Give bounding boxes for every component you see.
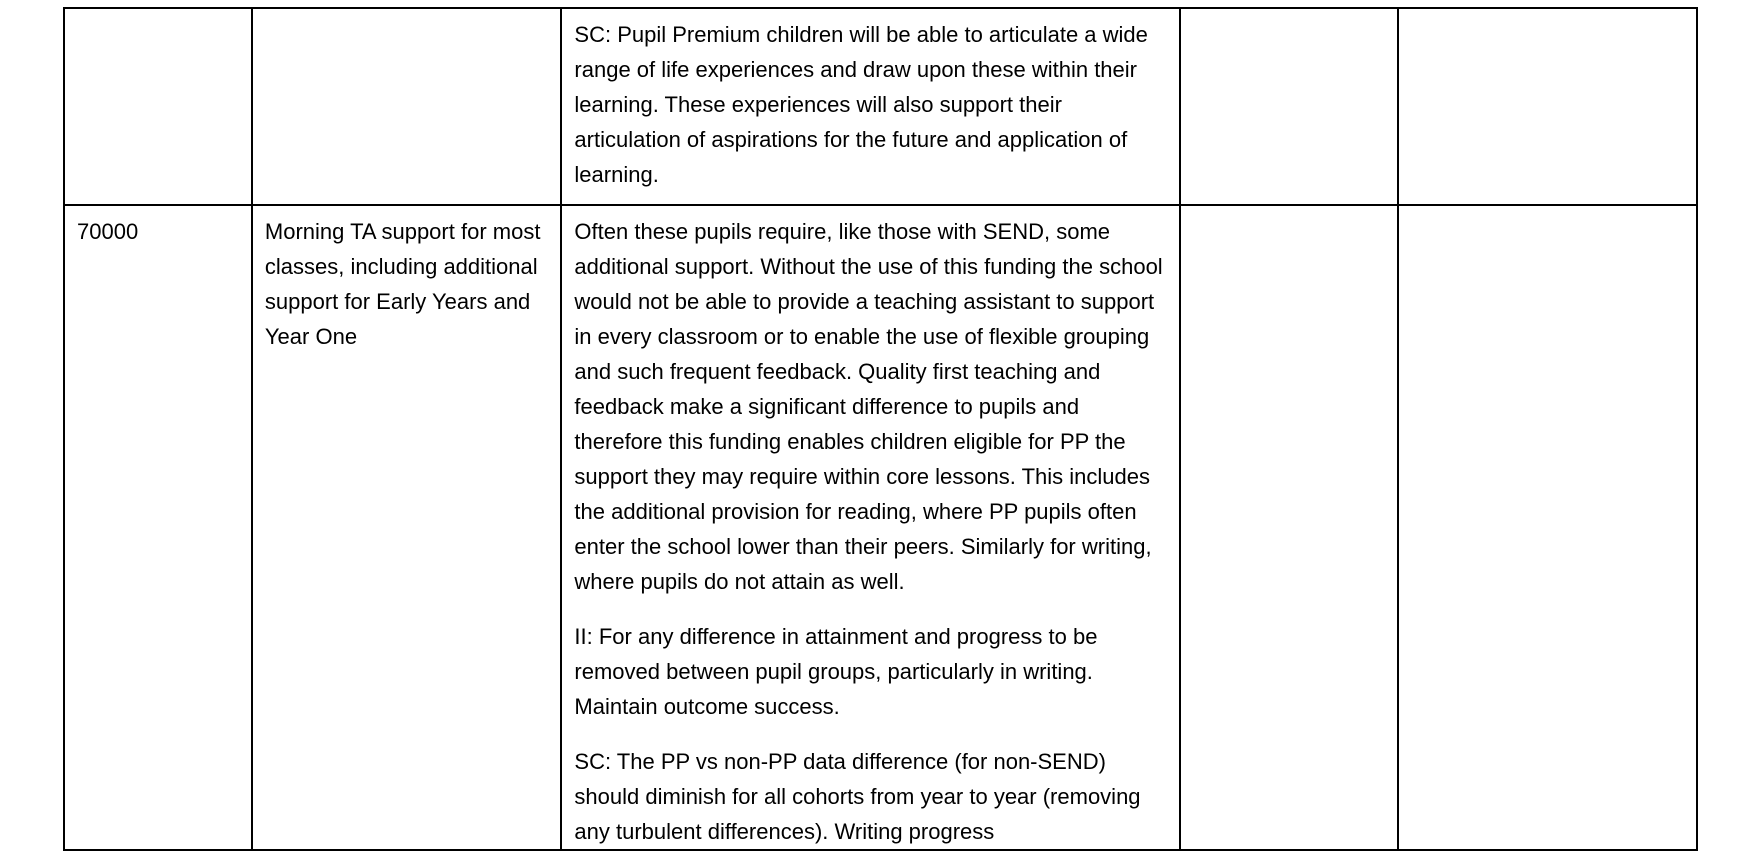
table-row xyxy=(64,8,1697,205)
action-cell xyxy=(252,8,562,205)
funding-table xyxy=(63,7,1698,851)
empty-cell xyxy=(1180,8,1397,205)
rationale-paragraph: SC: Pupil Premium children will be able to articulate a wide range of life experiences and draw upon these within their learning. These experiences will also support their articulation of aspirations for the future and application of learning. xyxy=(574,22,1148,187)
cost-cell: 70000 xyxy=(64,205,252,850)
rationale-cell xyxy=(561,205,1180,850)
empty-cell xyxy=(1398,205,1697,850)
rationale-paragraph: SC: The PP vs non-PP data difference (for non-SEND) should diminish for all cohorts from year to year (removing any turbulent differences). Writing progress xyxy=(574,749,1141,844)
empty-cell xyxy=(1398,8,1697,205)
empty-cell xyxy=(1180,205,1397,850)
rationale-paragraph: Often these pupils require, like those with SEND, some additional support. Without the use of this funding the school would not be able to provide a teaching assistant to support in every classroom or to enable the use of flexible grouping and such frequent feedback. Quality first teaching and feedback make a significant difference to pupils and therefore this funding enables children eligible for PP the support they may require within core lessons. This includes the additional provision for reading, where PP pupils often enter the school lower than their peers. Similarly for writing, where pupils do not attain as well. xyxy=(574,219,1163,594)
cost-cell xyxy=(64,8,252,205)
action-cell: Morning TA support for most classes, including additional support for Early Years and Year One xyxy=(252,205,562,850)
rationale-paragraph: II: For any difference in attainment and progress to be removed between pupil groups, particularly in writing. Maintain outcome success. xyxy=(574,624,1098,719)
rationale-cell xyxy=(561,8,1180,205)
table-row xyxy=(64,205,1697,850)
